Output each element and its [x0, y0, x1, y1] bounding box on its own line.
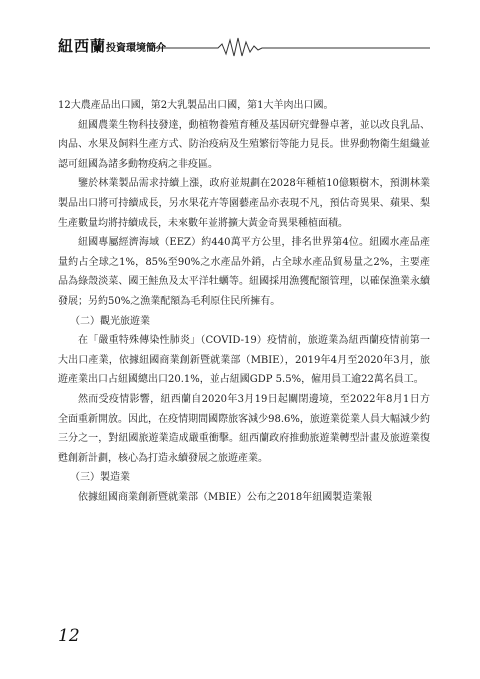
paragraph: 鑒於林業製品需求持續上漲，政府並規劃在2028年種植10億顆樹木，預測林業製品出口將可持續成長，另水果花卉等園藝產品亦表現不凡，預估奇異果、蘋果、梨生產數量均將持續成長，未來數年並將擴大黃金奇異果種植面積。 — [58, 178, 430, 229]
running-title — [58, 36, 166, 56]
paragraph: 然而受疫情影響，紐西蘭自2020年3月19日起關閉邊境，至2022年8月1日方全面重新開放。因此，在疫情期間國際旅客減少98.6%，旅遊業從業人員大幅減少約三分之一，對紐國旅遊業造成嚴重衝擊。紐西蘭政府推動旅遊業轉型計畫及旅遊業復甦創新計劃，核心為打造永續發展之旅遊產業。 — [58, 393, 430, 464]
paragraph: 紐國農業生物科技發達，動植物養殖育種及基因研究聲譽卓著，並以改良乳品、肉品、水果及飼料生產方式、防治疫病及生殖繁衍等能力見長。世界動物衛生組織並認可紐國為諸多動物疫病之非疫區。 — [58, 119, 430, 170]
section-heading: （二）觀光旅遊業 — [70, 315, 150, 327]
paragraph: 在「嚴重特殊傳染性肺炎」（COVID-19）疫情前，旅遊業為紐西蘭疫情前第一大出口產業，依據紐國商業創新暨就業部（MBIE），2019年4月至2020年3月，旅遊產業出口占紐國總出口20.1%，並占紐國GDP 5.5%，僱用員工逾22萬名員工。 — [58, 335, 430, 386]
page-header — [58, 34, 430, 64]
running-title-main: 紐西蘭 — [58, 37, 107, 55]
section-heading: （三）製造業 — [70, 472, 130, 484]
paragraph: 依據紐國商業創新暨就業部（MBIE）公布之2018年紐國製造業報 — [78, 491, 373, 503]
page-number: 12 — [58, 626, 80, 646]
body-text — [58, 96, 430, 507]
paragraph: 紐國專屬經濟海域（EEZ）約440萬平方公里，排名世界第4位。紐國水產品產量約占全球之1%，85%至90%之水產品外銷，占全球水產品貿易量之2%，主要產品為綠殼淡菜、國王鮭魚及太平洋牡蠣等。紐國採用漁獲配額管理，以確保漁業永續發展；另約50%之漁業配額為毛利原住民所擁有。 — [58, 237, 430, 307]
paragraph: 12大農產品出口國，第2大乳製品出口國，第1大羊肉出口國。 — [58, 100, 334, 111]
running-title-sub: 投資環境簡介 — [106, 43, 167, 54]
